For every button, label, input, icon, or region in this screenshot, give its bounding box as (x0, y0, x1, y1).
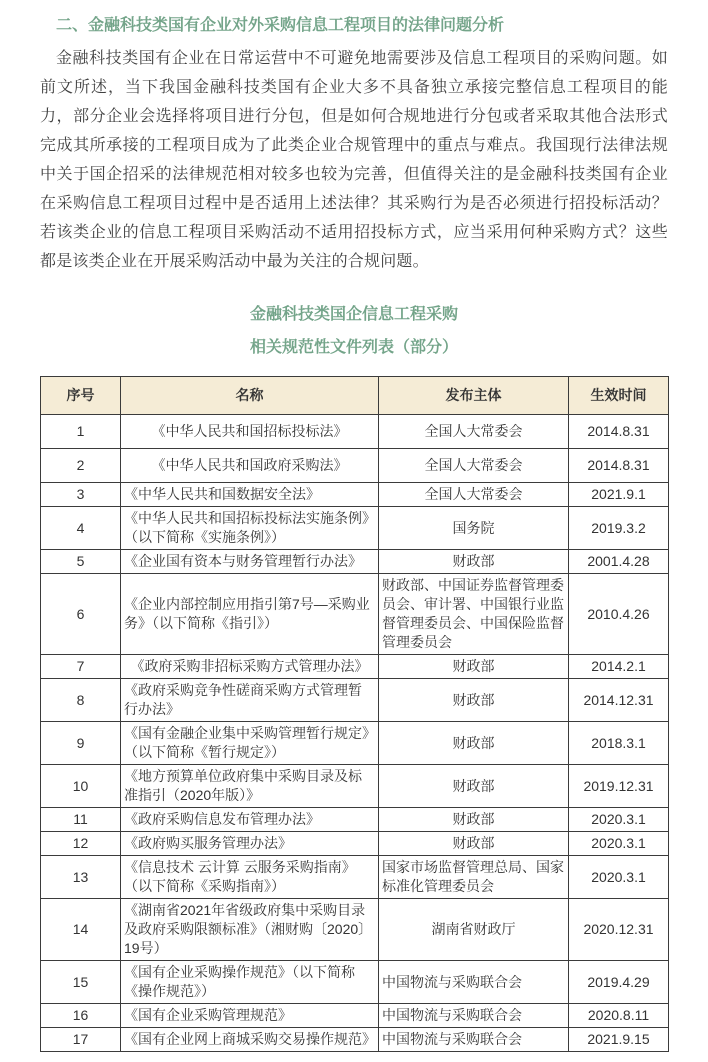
index-cell: 10 (41, 765, 121, 808)
table-row (41, 574, 669, 655)
table-row (41, 832, 669, 856)
col-header-index: 序号 (41, 377, 121, 415)
publisher-cell: 全国人大常委会 (379, 483, 569, 507)
date-cell: 2021.9.1 (569, 483, 669, 507)
name-cell: 《中华人民共和国数据安全法》 (121, 483, 379, 507)
date-cell: 2019.3.2 (569, 507, 669, 550)
date-cell: 2010.4.26 (569, 574, 669, 655)
name-cell: 《企业内部控制应用指引第7号—采购业务》（以下简称《指引》） (121, 574, 379, 655)
publisher-cell: 湖南省财政厅 (379, 899, 569, 961)
date-cell: 2020.3.1 (569, 832, 669, 856)
publisher-cell: 中国物流与采购联合会 (379, 961, 569, 1004)
table-row (41, 722, 669, 765)
publisher-cell: 中国物流与采购联合会 (379, 1004, 569, 1028)
date-cell: 2014.8.31 (569, 415, 669, 449)
index-cell: 12 (41, 832, 121, 856)
index-cell: 3 (41, 483, 121, 507)
name-cell: 《中华人民共和国政府采购法》 (121, 449, 379, 483)
publisher-cell: 财政部 (379, 765, 569, 808)
name-cell: 《国有企业采购管理规范》 (121, 1004, 379, 1028)
regulations-table (40, 376, 669, 1052)
publisher-cell: 国务院 (379, 507, 569, 550)
index-cell: 2 (41, 449, 121, 483)
date-cell: 2020.3.1 (569, 808, 669, 832)
index-cell: 7 (41, 655, 121, 679)
index-cell: 17 (41, 1028, 121, 1052)
publisher-cell: 财政部 (379, 722, 569, 765)
index-cell: 5 (41, 550, 121, 574)
date-cell: 2019.12.31 (569, 765, 669, 808)
table-title-line2: 相关规范性文件列表（部分） (249, 339, 458, 356)
name-cell: 《中华人民共和国招标投标法实施条例》（以下简称《实施条例》） (121, 507, 379, 550)
index-cell: 11 (41, 808, 121, 832)
col-header-date: 生效时间 (569, 377, 669, 415)
index-cell: 9 (41, 722, 121, 765)
table-row (41, 449, 669, 483)
date-cell: 2019.4.29 (569, 961, 669, 1004)
col-header-name: 名称 (121, 377, 379, 415)
section-heading: 二、金融科技类国有企业对外采购信息工程项目的法律问题分析 (56, 17, 505, 34)
name-cell: 《政府购买服务管理办法》 (121, 832, 379, 856)
date-cell: 2020.3.1 (569, 856, 669, 899)
date-cell: 2021.9.15 (569, 1028, 669, 1052)
table-row (41, 550, 669, 574)
name-cell: 《企业国有资本与财务管理暂行办法》 (121, 550, 379, 574)
name-cell: 《政府采购非招标采购方式管理办法》 (121, 655, 379, 679)
name-cell: 《中华人民共和国招标投标法》 (121, 415, 379, 449)
table-row (41, 679, 669, 722)
table-row (41, 899, 669, 961)
name-cell: 《国有企业网上商城采购交易操作规范》 (121, 1028, 379, 1052)
date-cell: 2001.4.28 (569, 550, 669, 574)
index-cell: 8 (41, 679, 121, 722)
table-header-row (41, 377, 669, 415)
table-row (41, 961, 669, 1004)
name-cell: 《政府采购信息发布管理办法》 (121, 808, 379, 832)
table-row (41, 415, 669, 449)
index-cell: 16 (41, 1004, 121, 1028)
publisher-cell: 财政部 (379, 832, 569, 856)
law-table-body (41, 415, 669, 1052)
table-row (41, 765, 669, 808)
date-cell: 2020.12.31 (569, 899, 669, 961)
index-cell: 1 (41, 415, 121, 449)
publisher-cell: 财政部 (379, 550, 569, 574)
body-paragraph: 金融科技类国有企业在日常运营中不可避免地需要涉及信息工程项目的采购问题。如前文所述，当下我国金融科技类国有企业大多不具备独立承接完整信息工程项目的能力，部分企业会选择将项目进行分包，但是如何合规地进行分包或者采取其他合法形式完成其所承接的工程项目成为了此类企业合规管理中的重点与难点。我国现行法律法规中关于国企招采的法律规范相对较多也较为完善，但值得关注的是金融科技类国有企业在采购信息工程项目过程中是否适用上述法律？其采购行为是否必须进行招投标活动？若该类企业的信息工程项目采购活动不适用招投标方式，应当采用何种采购方式？这些都是该类企业在开展采购活动中最为关注的合规问题。 (40, 50, 668, 270)
table-row (41, 1004, 669, 1028)
table-row (41, 856, 669, 899)
name-cell: 《国有金融企业集中采购管理暂行规定》（以下简称《暂行规定》） (121, 722, 379, 765)
name-cell: 《政府采购竞争性磋商采购方式管理暂行办法》 (121, 679, 379, 722)
date-cell: 2020.8.11 (569, 1004, 669, 1028)
index-cell: 13 (41, 856, 121, 899)
table-title (40, 298, 668, 364)
index-cell: 4 (41, 507, 121, 550)
publisher-cell: 财政部 (379, 679, 569, 722)
publisher-cell: 财政部 (379, 808, 569, 832)
name-cell: 《湖南省2021年省级政府集中采购目录及政府采购限额标准》（湘财购〔2020〕19号） (121, 899, 379, 961)
date-cell: 2014.8.31 (569, 449, 669, 483)
index-cell: 15 (41, 961, 121, 1004)
publisher-cell: 中国物流与采购联合会 (379, 1028, 569, 1052)
name-cell: 《信息技术 云计算 云服务采购指南》（以下简称《采购指南》） (121, 856, 379, 899)
date-cell: 2018.3.1 (569, 722, 669, 765)
index-cell: 6 (41, 574, 121, 655)
publisher-cell: 国家市场监督管理总局、国家标准化管理委员会 (379, 856, 569, 899)
date-cell: 2014.2.1 (569, 655, 669, 679)
date-cell: 2014.12.31 (569, 679, 669, 722)
name-cell: 《国有企业采购操作规范》（以下简称《操作规范》） (121, 961, 379, 1004)
table-row (41, 808, 669, 832)
publisher-cell: 全国人大常委会 (379, 415, 569, 449)
table-row (41, 483, 669, 507)
index-cell: 14 (41, 899, 121, 961)
table-row (41, 1028, 669, 1052)
table-title-line1: 金融科技类国企信息工程采购 (249, 306, 458, 323)
name-cell: 《地方预算单位政府集中采购目录及标准指引（2020年版）》 (121, 765, 379, 808)
table-row (41, 655, 669, 679)
table-row (41, 507, 669, 550)
publisher-cell: 全国人大常委会 (379, 449, 569, 483)
publisher-cell: 财政部 (379, 655, 569, 679)
col-header-publisher: 发布主体 (379, 377, 569, 415)
publisher-cell: 财政部、中国证券监督管理委员会、审计署、中国银行业监督管理委员会、中国保险监督管理委员会 (379, 574, 569, 655)
